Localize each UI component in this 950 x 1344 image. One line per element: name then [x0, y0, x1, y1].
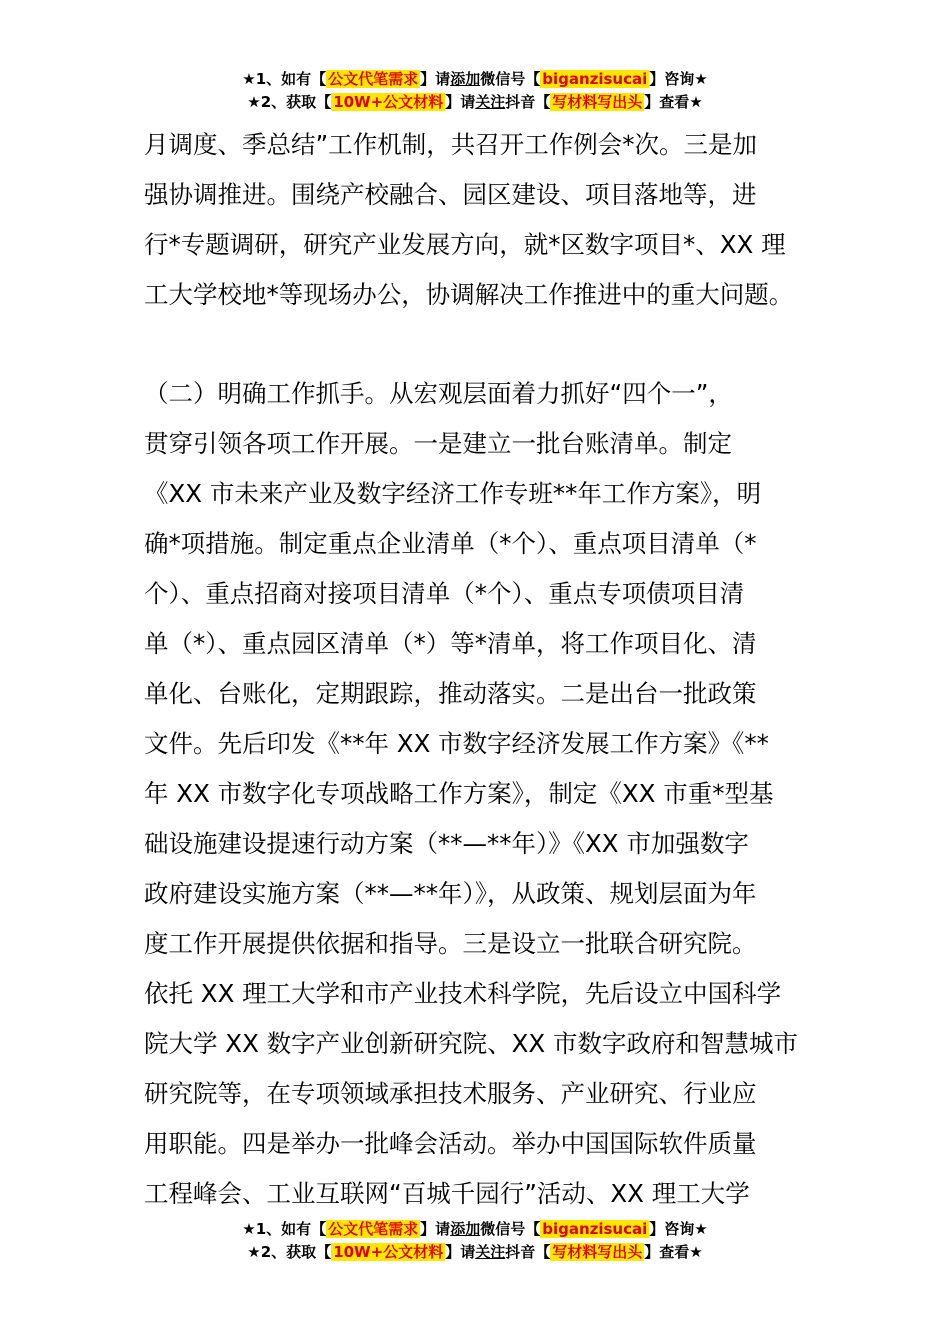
- banner-underline-text: 关注: [475, 1243, 506, 1261]
- paragraph-2: [144, 369, 808, 1219]
- banner-highlight: 10W+公文材料: [333, 93, 444, 111]
- banner-text: 】咨询★: [649, 70, 708, 88]
- banner-underline-text: 添加: [450, 1220, 481, 1238]
- banner-underline-text: 添加: [450, 70, 481, 88]
- text-line: 院大学 XX 数字产业创新研究院、XX 市数字政府和智慧城市: [144, 1029, 798, 1058]
- banner-text: 】请: [445, 1243, 476, 1261]
- banner-underline-text: 关注: [475, 93, 506, 111]
- banner-highlight: 写材料写出头: [552, 1243, 643, 1261]
- banner-text: 】查看★: [644, 1243, 703, 1261]
- text-line: 年 XX 市数字化专项战略工作方案》，制定《XX 市重*型基: [144, 779, 774, 808]
- text-line: 文件。先后印发《**年 XX 市数字经济发展工作方案》《**: [144, 729, 769, 758]
- banner-text: ★2、获取【: [247, 1243, 332, 1261]
- banner-highlight: 公文代笔需求: [328, 70, 419, 88]
- paragraph-1: [144, 120, 808, 320]
- text-line: 确*项措施。制定重点企业清单（*个）、重点项目清单（*: [144, 529, 757, 558]
- footer-banner: [0, 1218, 950, 1264]
- banner-highlight: 10W+公文材料: [333, 1243, 444, 1261]
- text-line: 贯穿引领各项工作开展。一是建立一批台账清单。制定: [144, 429, 732, 458]
- banner-text: 】请: [420, 70, 451, 88]
- banner-text: ★1、如有【: [242, 70, 327, 88]
- text-line: 础设施建设提速行动方案（**—**年）》《XX 市加强数字: [144, 829, 749, 858]
- text-line: 政府建设实施方案（**—**年）》，从政策、规划层面为年: [144, 879, 757, 908]
- banner-highlight: 公文代笔需求: [328, 1220, 419, 1238]
- text-line: 研究院等，在专项领域承担技术服务、产业研究、行业应: [144, 1079, 757, 1108]
- text-line: 依托 XX 理工大学和市产业技术科学院，先后设立中国科学: [144, 979, 782, 1008]
- section-heading-line: （二）明确工作抓手。从宏观层面着力抓好“四个一”，: [144, 379, 733, 408]
- text-line: 单（*）、重点园区清单（*）等*清单，将工作项目化、清: [144, 629, 757, 658]
- banner-line-2: [0, 1241, 950, 1264]
- text-line: 单化、台账化，定期跟踪，推动落实。二是出台一批政策: [144, 679, 757, 708]
- banner-text: 抖音【: [505, 93, 551, 111]
- banner-line-1: [0, 68, 950, 91]
- banner-text: ★1、如有【: [242, 1220, 327, 1238]
- text-line: 工程峰会、工业互联网“百城千园行”活动、XX 理工大学: [144, 1179, 750, 1208]
- text-line: 强协调推进。围绕产校融合、园区建设、项目落地等，进: [144, 180, 757, 209]
- banner-text: 】请: [445, 93, 476, 111]
- text-line: 行*专题调研，研究产业发展方向，就*区数字项目*、XX 理: [144, 230, 786, 259]
- banner-highlight: 写材料写出头: [552, 93, 643, 111]
- banner-text: 】请: [420, 1220, 451, 1238]
- header-banner: [0, 68, 950, 114]
- banner-line-2: [0, 91, 950, 114]
- banner-highlight: biganzisucai: [542, 1220, 648, 1238]
- text-line: 工大学校地*等现场办公，协调解决工作推进中的重大问题。: [144, 280, 794, 309]
- banner-text: 抖音【: [505, 1243, 551, 1261]
- text-line: 用职能。四是举办一批峰会活动。举办中国国际软件质量: [144, 1129, 757, 1158]
- text-line: 月调度、季总结”工作机制，共召开工作例会*次。三是加: [144, 130, 757, 159]
- text-line: 个）、重点招商对接项目清单（*个）、重点专项债项目清: [144, 579, 745, 608]
- banner-text: 微信号【: [480, 70, 541, 88]
- banner-text: ★2、获取【: [247, 93, 332, 111]
- banner-text: 】咨询★: [649, 1220, 708, 1238]
- text-line: 《XX 市未来产业及数字经济工作专班**年工作方案》，明: [144, 479, 762, 508]
- banner-text: 】查看★: [644, 93, 703, 111]
- banner-line-1: [0, 1218, 950, 1241]
- banner-highlight: biganzisucai: [542, 70, 648, 88]
- banner-text: 微信号【: [480, 1220, 541, 1238]
- text-line: 度工作开展提供依据和指导。三是设立一批联合研究院。: [144, 929, 757, 958]
